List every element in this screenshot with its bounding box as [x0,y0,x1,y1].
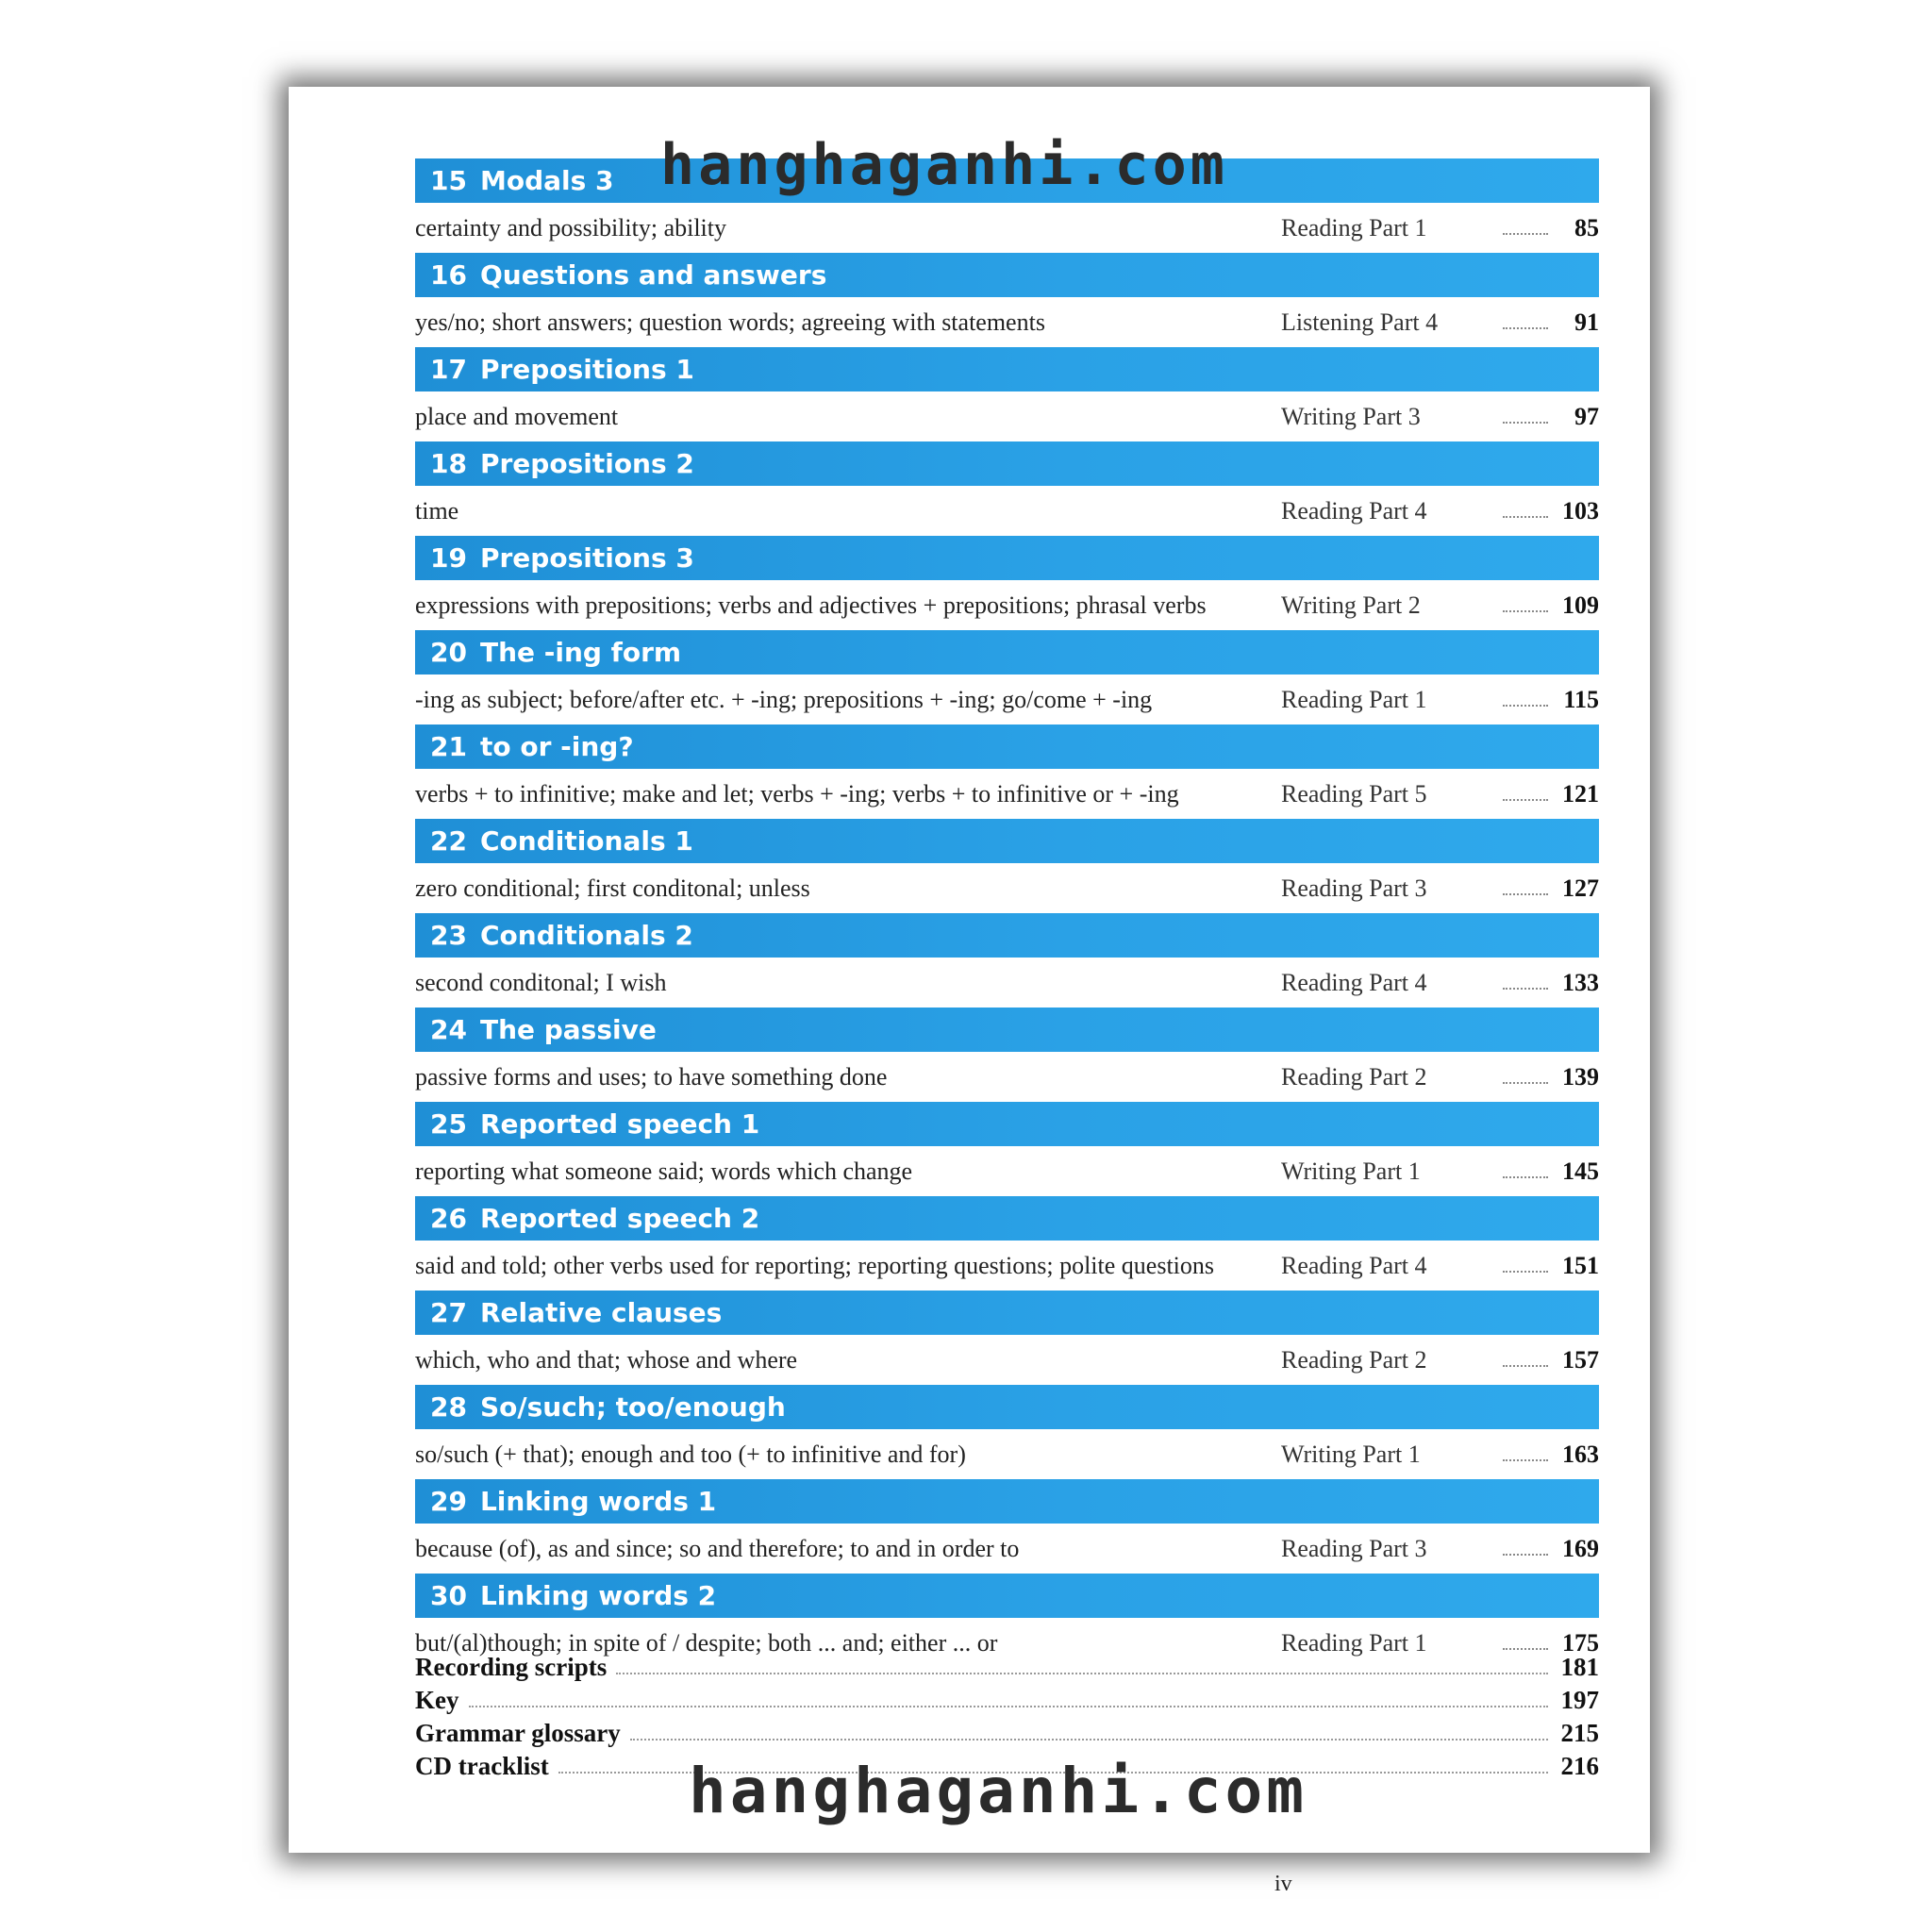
unit-number: 16 [430,259,467,291]
page-number: 103 [1562,496,1599,525]
unit-entry [415,1102,1599,1196]
exam-part: Reading Part 4 [1281,968,1427,996]
unit-header [415,1196,1599,1241]
dot-leader [469,1687,1549,1707]
unit-title: Conditionals 2 [479,920,693,951]
unit-number: 26 [430,1203,467,1234]
unit-entry [415,253,1599,347]
unit-header [415,630,1599,675]
dot-leader [1503,1441,1548,1461]
unit-title: The -ing form [479,637,682,668]
exam-part: Reading Part 4 [1281,496,1427,525]
dot-leader [1503,686,1548,707]
unit-number: 27 [430,1297,467,1328]
dot-leader [1503,1252,1548,1273]
exam-part: Reading Part 2 [1281,1345,1427,1374]
back-matter-label: Grammar glossary [415,1719,621,1747]
unit-header [415,913,1599,958]
unit-description: verbs + to infinitive; make and let; verbs + -ing; verbs + to infinitive or + -ing [415,779,1179,808]
unit-number: 25 [430,1108,467,1140]
unit-title: Relative clauses [479,1297,723,1328]
dot-leader [1503,308,1548,329]
unit-number: 24 [430,1014,467,1045]
unit-header [415,724,1599,769]
watermark-bottom: hanghaganhi.com [689,1755,1308,1827]
exam-part: Reading Part 2 [1281,1062,1427,1091]
page-number: 121 [1562,779,1599,808]
back-matter-item [415,1717,1599,1750]
unit-description: time [415,496,459,525]
unit-title: The passive [479,1014,657,1045]
page-number: 115 [1563,685,1599,713]
page-number: 139 [1562,1062,1599,1091]
dot-leader [1503,969,1548,990]
page-number: 157 [1562,1345,1599,1374]
page-number: 85 [1574,213,1599,242]
unit-number: 23 [430,920,467,951]
dot-leader [1503,214,1548,235]
exam-part: Reading Part 1 [1281,213,1427,242]
exam-part: Reading Part 1 [1281,1628,1427,1657]
unit-list [415,158,1599,1668]
dot-leader [1503,1158,1548,1178]
unit-entry [415,1479,1599,1574]
exam-part: Reading Part 1 [1281,685,1427,713]
unit-title: Reported speech 1 [479,1108,760,1140]
unit-number: 29 [430,1486,467,1517]
page-number: 127 [1562,874,1599,902]
back-matter-item [415,1684,1599,1717]
unit-title: Prepositions 2 [479,448,694,479]
unit-header [415,347,1599,391]
unit-description: yes/no; short answers; question words; agreeing with statements [415,308,1045,336]
unit-description: certainty and possibility; ability [415,213,727,242]
unit-header [415,1291,1599,1335]
unit-description: expressions with prepositions; verbs and adjectives + prepositions; phrasal verbs [415,591,1207,619]
unit-number: 30 [430,1580,467,1611]
unit-entry [415,630,1599,724]
folio: iv [1274,1872,1292,1896]
unit-header [415,1102,1599,1146]
unit-entry [415,1008,1599,1102]
unit-header [415,441,1599,486]
unit-title: to or -ing? [479,731,634,762]
back-matter-label: Recording scripts [415,1653,608,1681]
unit-header [415,1574,1599,1618]
unit-number: 17 [430,354,467,385]
unit-description: second conditonal; I wish [415,968,667,996]
watermark-top: hanghaganhi.com [660,132,1228,198]
unit-entry [415,536,1599,630]
page-number: 91 [1574,308,1599,336]
unit-header [415,1385,1599,1429]
exam-part: Reading Part 3 [1281,874,1427,902]
exam-part: Writing Part 1 [1281,1440,1421,1468]
unit-entry [415,913,1599,1008]
unit-title: Reported speech 2 [479,1203,760,1234]
dot-leader [1503,497,1548,518]
unit-description: but/(al)though; in spite of / despite; both ... and; either ... or [415,1628,998,1657]
unit-description: because (of), as and since; so and therefore; to and in order to [415,1534,1020,1562]
unit-title: So/such; too/enough [479,1391,786,1423]
page-number: 181 [1560,1653,1599,1681]
unit-number: 15 [430,165,467,196]
back-matter-item [415,1651,1599,1684]
dot-leader [1503,780,1548,801]
exam-part: Writing Part 2 [1281,591,1421,619]
exam-part: Reading Part 3 [1281,1534,1427,1562]
unit-header [415,1479,1599,1524]
unit-number: 28 [430,1391,467,1423]
dot-leader [1503,1063,1548,1084]
page-number: 151 [1562,1251,1599,1279]
unit-description: zero conditional; first conditonal; unless [415,874,810,902]
unit-title: Linking words 1 [479,1486,717,1517]
unit-number: 21 [430,731,467,762]
page-number: 163 [1562,1440,1599,1468]
book-page [289,87,1650,1896]
dot-leader [630,1720,1548,1740]
page-number: 97 [1574,402,1599,430]
unit-entry [415,441,1599,536]
unit-description: which, who and that; whose and where [415,1345,798,1374]
page-number: 216 [1560,1752,1599,1780]
dot-leader [1503,1346,1548,1367]
unit-title: Linking words 2 [479,1580,717,1611]
unit-header [415,1008,1599,1052]
back-matter-label: CD tracklist [415,1752,549,1780]
page-number: 175 [1562,1628,1599,1657]
page-number: 109 [1562,591,1599,619]
exam-part: Writing Part 1 [1281,1157,1421,1185]
unit-description: reporting what someone said; words which change [415,1157,913,1185]
dot-leader [1503,591,1548,612]
unit-entry [415,1196,1599,1291]
unit-description: passive forms and uses; to have something done [415,1062,888,1091]
unit-entry [415,819,1599,913]
unit-title: Prepositions 3 [479,542,694,574]
page-number: 215 [1560,1719,1599,1747]
exam-part: Reading Part 4 [1281,1251,1427,1279]
unit-description: said and told; other verbs used for reporting; reporting questions; polite questions [415,1251,1215,1279]
unit-number: 19 [430,542,467,574]
page-number: 145 [1562,1157,1599,1185]
unit-number: 18 [430,448,467,479]
dot-leader [1503,403,1548,424]
unit-description: so/such (+ that); enough and too (+ to infinitive and for) [415,1440,966,1468]
unit-title: Prepositions 1 [479,354,694,385]
unit-number: 22 [430,825,467,857]
dot-leader [1503,1629,1548,1650]
back-matter-label: Key [415,1686,459,1714]
exam-part: Listening Part 4 [1281,308,1439,336]
page-number: 169 [1562,1534,1599,1562]
unit-entry [415,347,1599,441]
exam-part: Writing Part 3 [1281,402,1421,430]
unit-title: Conditionals 1 [479,825,693,857]
page-number: 133 [1562,968,1599,996]
dot-leader [1503,1535,1548,1556]
unit-header [415,253,1599,297]
unit-number: 20 [430,637,467,668]
unit-entry [415,1385,1599,1479]
unit-title: Modals 3 [479,165,614,196]
page-number: 197 [1560,1686,1599,1714]
unit-entry [415,1291,1599,1385]
unit-header [415,819,1599,863]
unit-title: Questions and answers [479,259,827,291]
unit-description: -ing as subject; before/after etc. + -ing; prepositions + -ing; go/come + -ing [415,685,1153,713]
unit-entry [415,724,1599,819]
dot-leader [1503,874,1548,895]
unit-description: place and movement [415,402,619,430]
unit-header [415,536,1599,580]
exam-part: Reading Part 5 [1281,779,1427,808]
dot-leader [616,1654,1548,1674]
